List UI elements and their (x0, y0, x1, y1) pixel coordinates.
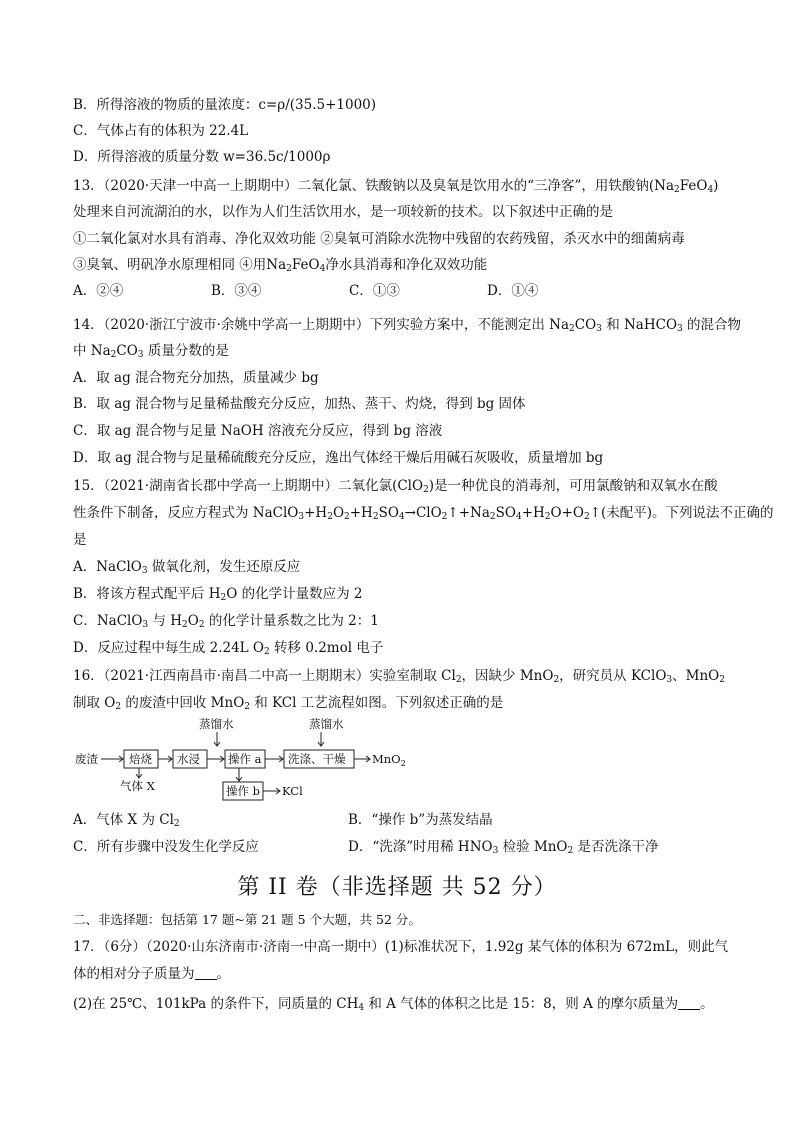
q15-option-c: C．NaClO$_3$ 与 $H_2O_2$ 的化学计量系数之比为 2：1 (73, 613, 379, 630)
flow-label-mno2: MnO$_2$ (372, 752, 406, 768)
flow-label-leach: 水浸 (177, 752, 200, 766)
q15-option-a: A．NaClO$_3$ 做氧化剂，发生还原反应 (73, 559, 301, 576)
q15-option-b: B．将该方程式配平后 $H_2O$ 的化学计量数应为 2 (73, 586, 363, 603)
q12-option-c: C．气体占有的体积为 22.4L (73, 123, 249, 139)
q16-stem-line2: 制取 $O_2$ 的废渣中回收 MnO$_2$ 和 KCl 工艺流程如图。下列叙述正确的是 (73, 695, 504, 712)
q16-option-d: D．“洗涤”时用稀 $HNO_3$ 检验 MnO$_2$ 是否洗涤干净 (348, 839, 659, 856)
flow-label-water-2: 蒸馏水 (309, 718, 344, 731)
q17-answer-blank-1 (195, 965, 217, 980)
q15-option-d: D．反应过程中每生成 2.24L $O_2$ 转移 0.2mol 电子 (73, 640, 384, 657)
q13-statement-3-4: ③臭氧、明矾净水原理相同 ④用$Na_2FeO_4$净水具消毒和净化双效功能 (73, 257, 488, 274)
q14-stem-line1: 14．（2020·浙江宁波市·余姚中学高一上期期中）下列实验方案中，不能测定出 $Na_2CO_3$ 和 NaHCO$_3$ 的混合物 (73, 317, 742, 334)
q16-option-a: A．气体 X 为 $Cl_2$ (73, 812, 180, 829)
q14-option-b: B．取 ag 混合物与足量稀盐酸充分反应，加热、蒸干、灼烧，得到 bg 固体 (73, 396, 526, 412)
q13-option-a: A．②④ (73, 283, 124, 299)
q15-stem-line2: 性条件下制备，反应方程式为 $NaClO_3+H_2O_2+H_2SO_4\to ClO_2↑+Na_2SO_4+H_2O+O_2↑$(未配平)。下列说法不正确的 (73, 505, 774, 522)
flow-label-gas-x: 气体 X (120, 779, 155, 793)
q16-stem-line1: 16．（2021·江西南昌市·南昌二中高一上期期末）实验室制取 $Cl_2$，因缺少 MnO$_2$，研究员从 KClO$_3$、MnO$_2$ (73, 668, 725, 685)
q13-option-b: B．③④ (211, 283, 262, 299)
section-2-title: 第 II 卷（非选择题 共 52 分） (237, 875, 557, 900)
q13-option-c: C．①③ (349, 283, 400, 299)
q13-stem-line1: 13．（2020·天津一中高一上期期中）二氧化氯、铁酸钠以及臭氧是饮用水的“三净客”，用铁酸钠$(Na_2FeO_4)$ (73, 178, 719, 195)
flow-label-kcl: KCl (282, 784, 303, 798)
q13-option-d: D．①④ (487, 283, 539, 299)
q14-option-d: D．取 ag 混合物与足量稀硫酸充分反应，逸出气体经干燥后用碱石灰吸收，质量增加 bg (73, 450, 604, 466)
q15-stem-line1: 15．（2021·湖南省长郡中学高一上期期中）二氧化氯(ClO$_2$)是一种优良的消毒剂，可用氯酸钠和双氧水在酸 (73, 478, 718, 495)
q14-option-a: A．取 ag 混合物充分加热，质量减少 bg (73, 370, 319, 386)
q12-option-b: B．所得溶液的物质的量浓度：c=ρ/(35.5+1000) (73, 97, 377, 113)
q12-option-d: D．所得溶液的质量分数 w=36.5c/1000ρ (73, 149, 331, 165)
q16-process-flow-diagram (73, 718, 433, 804)
flow-label-wash-dry: 洗涤、干燥 (288, 752, 346, 766)
section-2-note: 二、非选择题：包括第 17 题~第 21 题 5 个大题，共 52 分。 (73, 912, 421, 927)
q17-answer-blank-2 (678, 995, 700, 1010)
q14-option-c: C．取 ag 混合物与足量 NaOH 溶液充分反应，得到 bg 溶液 (73, 423, 443, 439)
q17-part-2: (2)在 25℃、101kPa 的条件下，同质量的 $CH_4$ 和 A 气体的体积之比是 15：8，则 A 的摩尔质量为 。 (73, 996, 714, 1013)
q17-stem-line1: 17．（6分）（2020·山东济南市·济南一中高一期中）(1)标准状况下，1.92g 某气体的体积为 672mL，则此气 (73, 939, 729, 955)
q14-stem-line2: 中 $Na_2CO_3$ 质量分数的是 (73, 343, 229, 360)
flow-label-op-a: 操作 a (228, 752, 262, 766)
q16-option-c: C．所有步骤中没发生化学反应 (73, 839, 259, 855)
flow-label-water-1: 蒸馏水 (199, 718, 234, 731)
flow-label-op-b: 操作 b (226, 784, 261, 798)
q13-stem-line2: 处理来自河流湖泊的水，以作为人们生活饮用水，是一项较新的技术。以下叙述中正确的是 (73, 204, 613, 220)
q15-stem-line3: 是 (73, 532, 87, 548)
q17-stem-line2: 体的相对分子质量为 。 (73, 966, 230, 982)
q16-option-b: B．“操作 b”为蒸发结晶 (348, 812, 493, 828)
q13-statement-1-2: ①二氧化氯对水具有消毒、净化双效功能 ②臭氧可消除水洗物中残留的农药残留，杀灭水中的细菌病毒 (73, 231, 685, 247)
flow-label-waste: 废渣 (75, 752, 98, 766)
flow-label-roast: 焙烧 (129, 752, 152, 766)
